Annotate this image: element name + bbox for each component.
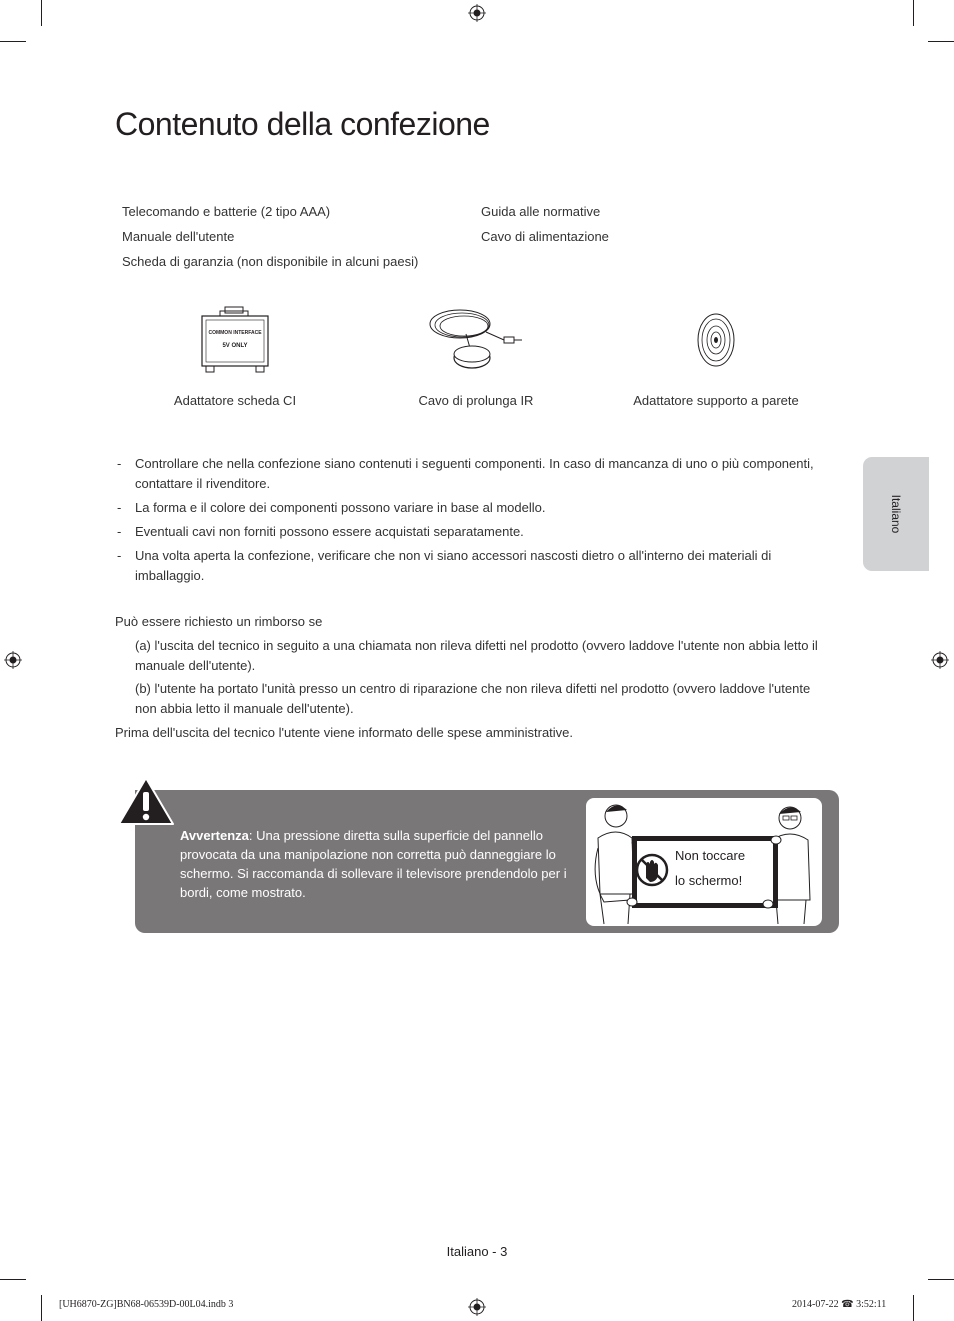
- crop-mark: [41, 0, 42, 26]
- page-number: Italiano - 3: [446, 1244, 508, 1259]
- tv-handling-illustration: [586, 798, 822, 926]
- refund-case-b: (b) l'utente ha portato l'unità presso un centro di riparazione che non rileva difetti nel prodotto (ovvero laddove l'utente non abbia letto il manuale dell'utente).: [135, 681, 811, 716]
- crop-mark: [0, 41, 26, 42]
- registration-mark-icon: [931, 651, 949, 669]
- warning-text: Avvertenza: Una pressione diretta sulla superficie del pannello provocata da una manipolazione non corretta può danneggiare lo schermo. Si raccomanda di sollevare il televisore prendendolo per i bordi, come mostrato.: [180, 828, 567, 900]
- package-item: Scheda di garanzia (non disponibile in alcuni paesi): [122, 254, 419, 269]
- notes-list: [117, 454, 837, 590]
- note-item: - La forma e il colore dei componenti possono variare in base al modello.: [117, 500, 546, 515]
- no-touch-screen-text: Non toccare: [675, 848, 746, 863]
- refund-case-a: (a) l'uscita del tecnico in seguito a una chiamata non rileva difetti nel prodotto (ovvero laddove l'utente non abbia letto il manuale dell'utente).: [135, 638, 818, 673]
- note-item: - Eventuali cavi non forniti possono essere acquistati separatamente.: [117, 524, 524, 539]
- accessory-label: Adattatore scheda CI: [173, 393, 297, 408]
- no-touch-screen-text: lo schermo!: [675, 873, 743, 888]
- registration-mark-icon: [4, 651, 22, 669]
- crop-mark: [913, 0, 914, 26]
- ir-extension-cable-icon: [426, 304, 526, 374]
- refund-intro: Può essere richiesto un rimborso se: [115, 614, 323, 629]
- crop-mark: [913, 1295, 914, 1321]
- package-item: Telecomando e batterie (2 tipo AAA): [122, 204, 331, 219]
- accessory-label: Adattatore supporto a parete: [633, 393, 799, 408]
- crop-mark: [928, 41, 954, 42]
- registration-mark-icon: [468, 1298, 486, 1316]
- warning-triangle-icon: [117, 776, 175, 826]
- package-item: Cavo di alimentazione: [481, 229, 609, 244]
- print-slug-left: [UH6870-ZG]BN68-06539D-00L04.indb 3: [59, 1299, 234, 1310]
- print-slug-right: 2014-07-22 ☎ 3:52:11: [792, 1299, 887, 1310]
- ci-card-text: 5V ONLY: [222, 343, 248, 349]
- page-title: Contenuto della confezione: [115, 106, 490, 142]
- ci-card-adapter-icon: [198, 305, 272, 375]
- wall-mount-adapter-icon: [696, 312, 736, 368]
- crop-mark: [41, 1295, 42, 1321]
- package-item: Manuale dell'utente: [122, 229, 235, 244]
- refund-outro: Prima dell'uscita del tecnico l'utente viene informato delle spese amministrative.: [115, 725, 574, 740]
- ci-card-text: COMMON INTERFACE: [208, 330, 262, 336]
- language-side-tab-label: Italiano: [889, 494, 903, 534]
- registration-mark-icon: [468, 4, 486, 22]
- people-holding-tv-icon: [586, 798, 822, 926]
- note-item: - Controllare che nella confezione siano contenuti i seguenti componenti. In caso di mancanza di uno o più componenti, contattare il rivenditore.: [117, 456, 814, 491]
- package-item: Guida alle normative: [481, 204, 601, 219]
- accessory-label: Cavo di prolunga IR: [418, 393, 534, 408]
- crop-mark: [0, 1279, 26, 1280]
- note-item: - Una volta aperta la confezione, verificare che non vi siano accessori nascosti dietro o all'interno dei materiali di imballaggio.: [117, 548, 772, 583]
- crop-mark: [928, 1279, 954, 1280]
